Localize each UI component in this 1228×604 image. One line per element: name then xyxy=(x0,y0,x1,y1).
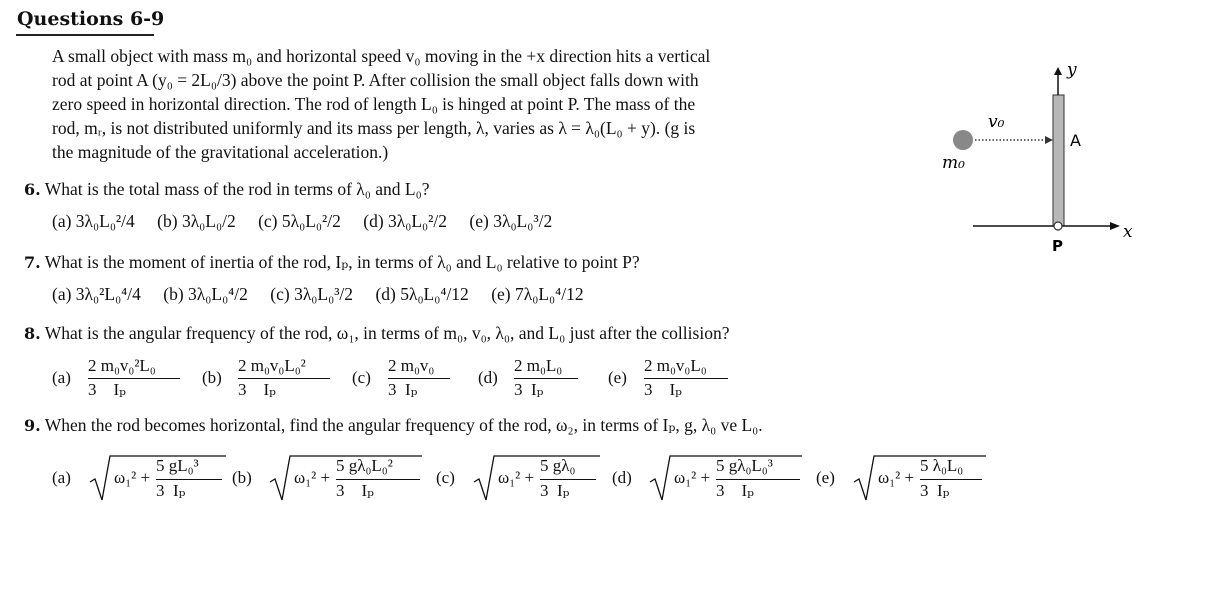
intro-line: the magnitude of the gravitational acceleration.) xyxy=(52,142,389,162)
question-number: 8. xyxy=(24,324,41,343)
option-label: (b) xyxy=(232,468,252,487)
x-arrow-head xyxy=(1110,222,1120,230)
option-d[interactable]: (d) 3λ₀L₀²/2 xyxy=(363,211,448,231)
fraction-denominator: 3 Iₚ xyxy=(644,380,682,399)
fraction-denominator: 3 Iₚ xyxy=(540,481,570,500)
sqrt-head: ω₁² + xyxy=(674,468,711,487)
fraction-bar xyxy=(238,378,330,379)
fraction-numerator: 2 m₀v₀²L₀ xyxy=(88,356,156,375)
y-arrow-head xyxy=(1054,67,1062,75)
fraction-bar xyxy=(388,378,450,379)
option-d[interactable]: (d) 5λ₀L₀⁴/12 xyxy=(375,284,469,304)
fraction-numerator: 2 m₀v₀L₀² xyxy=(238,356,306,375)
option-a[interactable]: (a) 3λ₀L₀²/4 xyxy=(52,211,135,231)
fraction-numerator: 2 m₀L₀ xyxy=(514,356,563,375)
option-e[interactable] xyxy=(816,452,991,504)
question-8 xyxy=(24,323,729,344)
fraction-bar xyxy=(88,378,180,379)
option-d[interactable] xyxy=(612,452,802,504)
option-e[interactable] xyxy=(608,356,738,400)
fraction-denominator: 3 Iₚ xyxy=(238,380,276,399)
option-c[interactable] xyxy=(436,452,601,504)
fraction-denominator: 3 Iₚ xyxy=(514,380,544,399)
question-9 xyxy=(24,415,763,436)
page-title: Questions 6-9 xyxy=(17,8,165,30)
option-label: (d) xyxy=(478,368,498,387)
option-c[interactable]: (c) 3λ₀L₀³/2 xyxy=(270,284,354,304)
velocity-arrow-head xyxy=(1045,136,1053,144)
option-b[interactable] xyxy=(202,356,332,400)
fraction-numerator: 5 λ₀L₀ xyxy=(920,456,964,475)
point-p-label: P xyxy=(1052,237,1063,255)
point-a-label: A xyxy=(1070,131,1081,150)
question-7 xyxy=(24,252,640,273)
fraction-bar xyxy=(336,479,420,480)
fraction-numerator: 2 m₀v₀L₀ xyxy=(644,356,707,375)
fraction-numerator: 5 gL₀³ xyxy=(156,456,199,475)
fraction-numerator: 5 gλ₀L₀³ xyxy=(716,456,773,475)
sqrt-sign xyxy=(472,452,602,504)
v0-label: v₀ xyxy=(988,112,1005,132)
fraction-bar xyxy=(644,378,728,379)
question-number: 7. xyxy=(24,253,41,272)
option-b[interactable]: (b) 3λ₀L₀/2 xyxy=(157,211,236,231)
question-text: What is the angular frequency of the rod, ω₁, in terms of m₀, v₀, λ₀, and L₀ just after the collision? xyxy=(44,323,730,343)
fraction-numerator: 5 gλ₀L₀² xyxy=(336,456,393,475)
fraction-numerator: 2 m₀v₀ xyxy=(388,356,435,375)
option-label: (c) xyxy=(436,468,455,487)
sqrt-head: ω₁² + xyxy=(294,468,331,487)
intro-line: A small object with mass m₀ and horizontal speed v₀ moving in the +x direction hits a vertical xyxy=(52,46,711,66)
option-a[interactable]: (a) 3λ₀²L₀⁴/4 xyxy=(52,284,141,304)
question-text: What is the total mass of the rod in terms of λ₀ and L₀? xyxy=(44,179,430,199)
fraction-bar xyxy=(920,479,982,480)
question-text: What is the moment of inertia of the rod, Iₚ, in terms of λ₀ and L₀ relative to point P? xyxy=(44,252,640,272)
rod-diagram xyxy=(940,55,1140,265)
option-a[interactable] xyxy=(52,452,227,504)
rod xyxy=(1053,95,1064,226)
fraction-denominator: 3 Iₚ xyxy=(920,481,950,500)
question-text: When the rod becomes horizontal, find the angular frequency of the rod, ω₂, in terms of Iₚ, g, λ₀ ve L₀. xyxy=(44,415,763,435)
x-label: x xyxy=(1123,222,1133,242)
m0-label: m₀ xyxy=(942,153,965,173)
option-label: (b) xyxy=(202,368,222,387)
fraction-denominator: 3 Iₚ xyxy=(88,380,126,399)
fraction-denominator: 3 Iₚ xyxy=(336,481,374,500)
fraction-bar xyxy=(156,479,222,480)
hinge-point xyxy=(1054,222,1062,230)
fraction-bar xyxy=(514,378,578,379)
option-label: (e) xyxy=(816,468,835,487)
option-a[interactable] xyxy=(52,356,182,400)
question-6 xyxy=(24,179,429,200)
fraction-denominator: 3 Iₚ xyxy=(716,481,754,500)
fraction-bar xyxy=(716,479,800,480)
title-underline xyxy=(16,34,154,36)
option-e[interactable]: (e) 3λ₀L₀³/2 xyxy=(469,211,553,231)
q7-options xyxy=(52,284,602,305)
option-b[interactable]: (b) 3λ₀L₀⁴/2 xyxy=(163,284,248,304)
option-label: (a) xyxy=(52,368,71,387)
question-number: 9. xyxy=(24,416,41,435)
option-d[interactable] xyxy=(478,356,588,400)
intro-line: rod, mᵣ, is not distributed uniformly and its mass per length, λ, varies as λ = λ₀(L₀ + y). (g is xyxy=(52,118,696,138)
fraction-denominator: 3 Iₚ xyxy=(156,481,186,500)
option-c[interactable] xyxy=(352,356,462,400)
option-b[interactable] xyxy=(232,452,422,504)
question-number: 6. xyxy=(24,180,41,199)
fraction-denominator: 3 Iₚ xyxy=(388,380,418,399)
sqrt-head: ω₁² + xyxy=(114,468,151,487)
intro-line: zero speed in horizontal direction. The rod of length L₀ is hinged at point P. The mass of the xyxy=(52,94,696,114)
option-c[interactable]: (c) 5λ₀L₀²/2 xyxy=(258,211,341,231)
option-label: (c) xyxy=(352,368,371,387)
option-e[interactable]: (e) 7λ₀L₀⁴/12 xyxy=(491,284,584,304)
sqrt-head: ω₁² + xyxy=(878,468,915,487)
option-label: (e) xyxy=(608,368,627,387)
fraction-bar xyxy=(540,479,596,480)
mass-ball xyxy=(953,130,973,150)
y-label: y xyxy=(1067,60,1077,80)
fraction-numerator: 5 gλ₀ xyxy=(540,456,576,475)
sqrt-head: ω₁² + xyxy=(498,468,535,487)
option-label: (d) xyxy=(612,468,632,487)
problem-statement xyxy=(52,44,892,164)
q6-options xyxy=(52,211,570,232)
intro-line: rod at point A (y₀ = 2L₀/3) above the point P. After collision the small object falls down with xyxy=(52,70,699,90)
option-label: (a) xyxy=(52,468,71,487)
